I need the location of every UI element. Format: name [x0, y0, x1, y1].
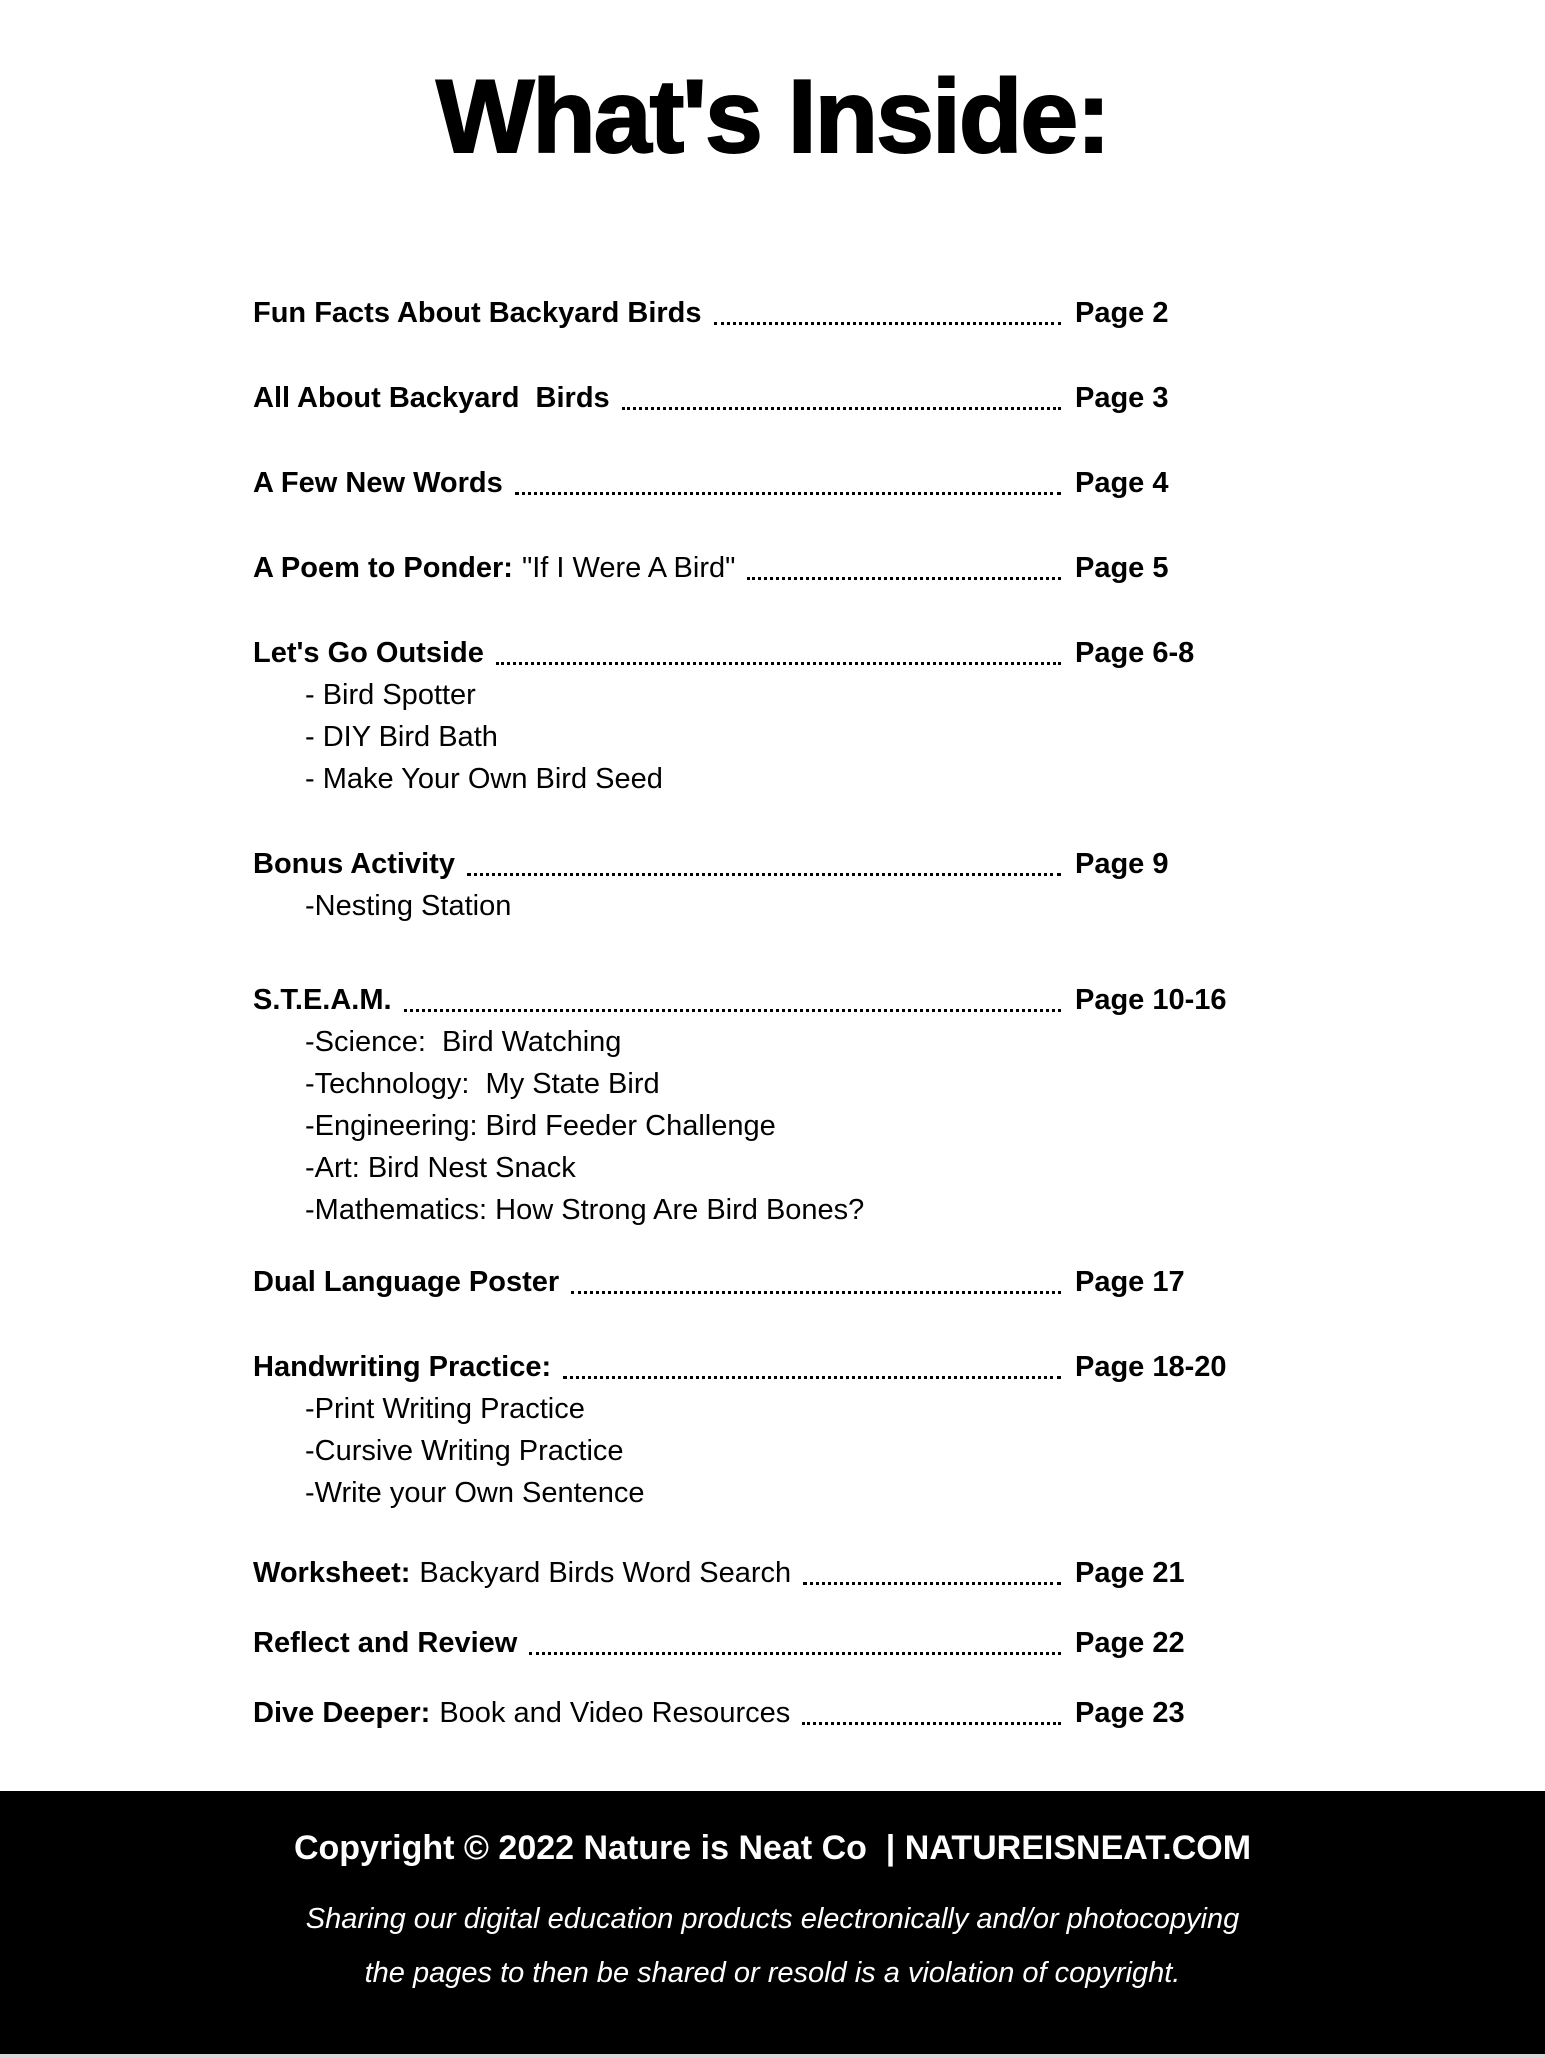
toc-entry — [253, 843, 1245, 927]
toc-entry — [253, 632, 1245, 800]
dotted-leader — [404, 1009, 1061, 1012]
toc-subitem-list — [253, 674, 1245, 800]
dotted-leader — [467, 873, 1061, 876]
footer — [0, 1791, 1545, 2054]
toc-entry — [253, 1261, 1245, 1303]
page-number: Page 5 — [1075, 552, 1169, 584]
toc-subitem: -Art: Bird Nest Snack — [305, 1152, 576, 1184]
entry-subtitle: "If I Were A Bird" — [521, 552, 736, 584]
entry-subtitle: Backyard Birds Word Search — [419, 1557, 792, 1589]
toc-entry-row — [253, 462, 1245, 504]
toc-subitem: -Technology: My State Bird — [305, 1068, 660, 1100]
toc-entry-row — [253, 1622, 1245, 1664]
page-number: Page 18-20 — [1075, 1351, 1227, 1383]
toc-subitem: -Nesting Station — [305, 890, 512, 922]
entry-title: Bonus Activity — [253, 848, 455, 880]
entry-title: Dual Language Poster — [253, 1266, 560, 1298]
toc-subitem: -Science: Bird Watching — [305, 1026, 622, 1058]
toc-subitem: -Write your Own Sentence — [305, 1477, 645, 1509]
toc-subitem-list — [253, 1388, 1245, 1514]
toc-entry-row — [253, 979, 1245, 1021]
dotted-leader — [571, 1291, 1061, 1294]
dotted-leader — [803, 1582, 1061, 1585]
toc-entry — [253, 1692, 1245, 1734]
page-number: Page 9 — [1075, 848, 1169, 880]
page-number: Page 4 — [1075, 467, 1169, 499]
page-number: Page 21 — [1075, 1557, 1185, 1589]
toc-subitem: - DIY Bird Bath — [305, 721, 498, 753]
table-of-contents — [253, 292, 1245, 1734]
page-number: Page 6-8 — [1075, 637, 1195, 669]
page-number: Page 3 — [1075, 382, 1169, 414]
dotted-leader — [529, 1652, 1061, 1655]
toc-entry — [253, 462, 1245, 504]
toc-entry-row — [253, 1552, 1245, 1594]
toc-subitem: -Engineering: Bird Feeder Challenge — [305, 1110, 776, 1142]
page-number: Page 17 — [1075, 1266, 1185, 1298]
page-edge-strip — [0, 2054, 1545, 2058]
entry-title: Reflect and Review — [253, 1627, 518, 1659]
copyright-notice — [0, 1892, 1545, 2000]
toc-subitem-list — [253, 885, 1245, 927]
page-number: Page 23 — [1075, 1697, 1185, 1729]
toc-entry-row — [253, 843, 1245, 885]
page-title: What's Inside: — [436, 59, 1109, 175]
toc-entry-row — [253, 1261, 1245, 1303]
toc-subitem: - Bird Spotter — [305, 679, 476, 711]
toc-entry-row — [253, 1692, 1245, 1734]
dotted-leader — [622, 407, 1061, 410]
toc-entry-row — [253, 292, 1245, 334]
copyright-notice-line-2: the pages to then be shared or resold is a violation of copyright. — [364, 1957, 1181, 1989]
entry-title: Fun Facts About Backyard Birds — [253, 297, 702, 329]
entry-title: Handwriting Practice: — [253, 1351, 552, 1383]
entry-title: A Few New Words — [253, 467, 503, 499]
toc-entry — [253, 292, 1245, 334]
toc-subitem-list — [253, 1021, 1245, 1231]
dotted-leader — [714, 322, 1061, 325]
dotted-leader — [747, 577, 1061, 580]
dotted-leader — [802, 1722, 1061, 1725]
entry-title: S.T.E.A.M. — [253, 984, 392, 1016]
dotted-leader — [496, 662, 1061, 665]
toc-entry-row — [253, 547, 1245, 589]
entry-subtitle: Book and Video Resources — [439, 1697, 791, 1729]
dotted-leader — [515, 492, 1061, 495]
toc-subitem: -Mathematics: How Strong Are Bird Bones? — [305, 1194, 865, 1226]
toc-entry — [253, 1346, 1245, 1514]
entry-title: Let's Go Outside — [253, 637, 484, 669]
entry-title: Worksheet: — [253, 1557, 411, 1589]
page-number: Page 22 — [1075, 1627, 1185, 1659]
dotted-leader — [563, 1376, 1061, 1379]
toc-entry-row — [253, 632, 1245, 674]
toc-entry — [253, 547, 1245, 589]
toc-entry-row — [253, 1346, 1245, 1388]
copyright-notice-line-1: Sharing our digital education products electronically and/or photocopying — [305, 1903, 1240, 1935]
entry-title: Dive Deeper: — [253, 1697, 431, 1729]
copyright-text: Copyright © 2022 Nature is Neat Co | NATUREISNEAT.COM — [293, 1829, 1252, 1867]
toc-entry-row — [253, 377, 1245, 419]
toc-subitem: - Make Your Own Bird Seed — [305, 763, 663, 795]
toc-entry — [253, 1552, 1245, 1594]
toc-entry — [253, 1622, 1245, 1664]
toc-entry — [253, 979, 1245, 1231]
entry-title: All About Backyard Birds — [253, 382, 610, 414]
toc-subitem: -Cursive Writing Practice — [305, 1435, 624, 1467]
toc-entry — [253, 377, 1245, 419]
toc-subitem: -Print Writing Practice — [305, 1393, 585, 1425]
page-number: Page 10-16 — [1075, 984, 1227, 1016]
page-number: Page 2 — [1075, 297, 1169, 329]
entry-title: A Poem to Ponder: — [253, 552, 513, 584]
